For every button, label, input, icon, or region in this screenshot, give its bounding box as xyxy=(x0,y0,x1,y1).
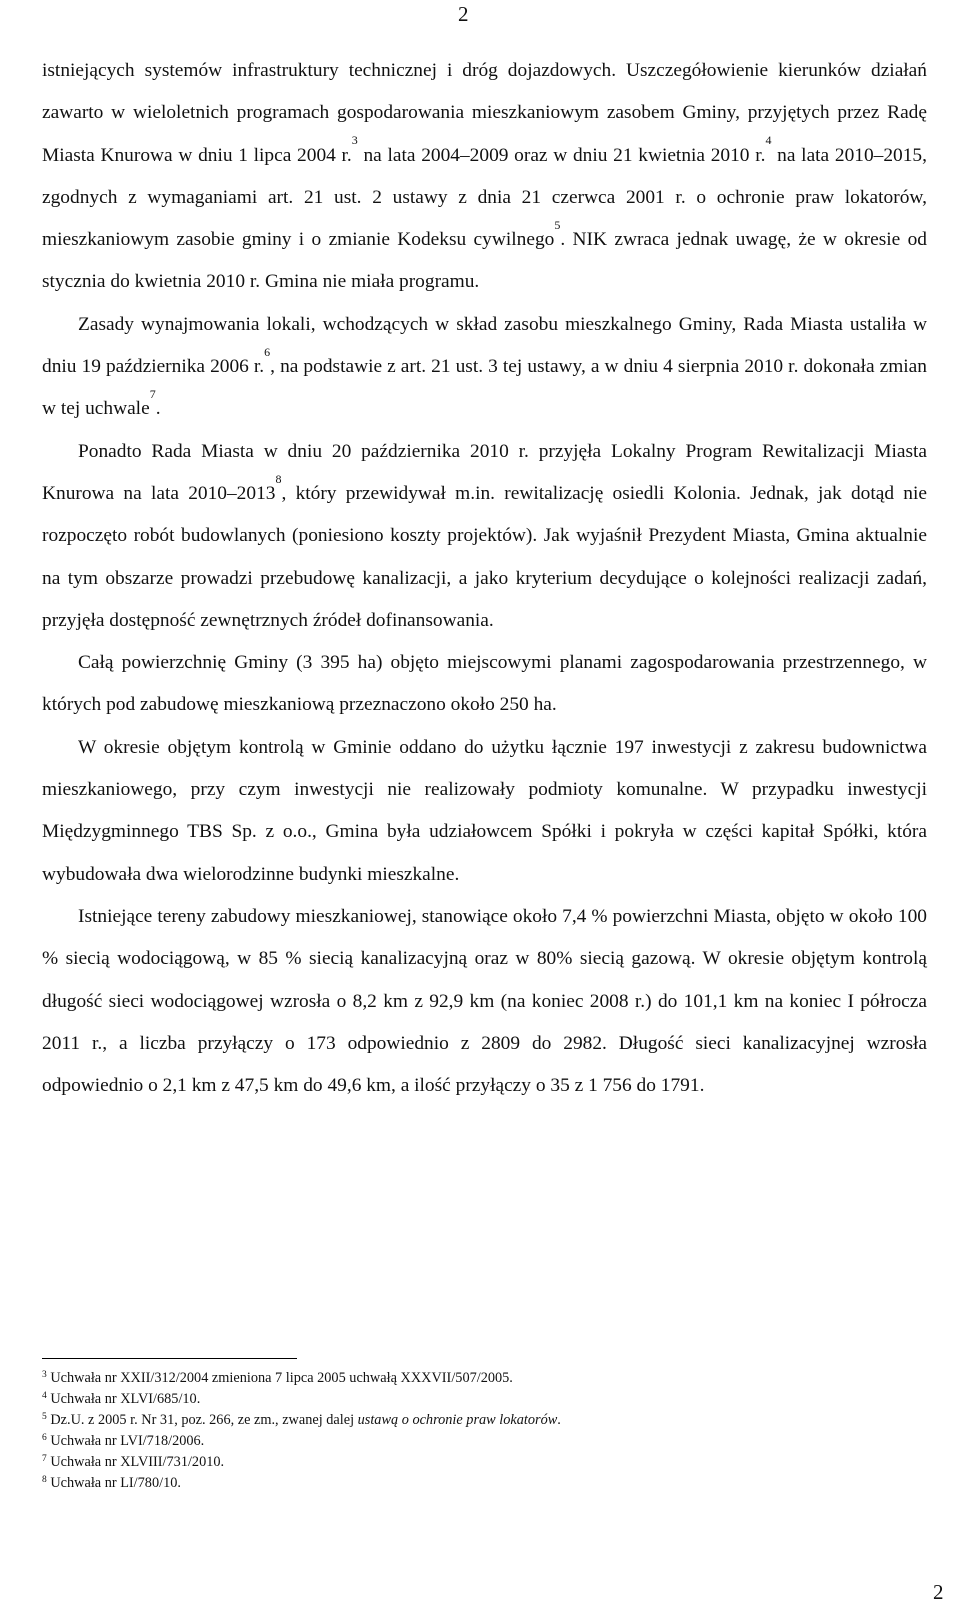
paragraph-utilities xyxy=(42,896,927,1107)
footnote-text: Uchwała nr LVI/718/2006. xyxy=(50,1433,205,1449)
body-text xyxy=(42,50,927,1107)
footnote-text: Dz.U. z 2005 r. Nr 31, poz. 266, ze zm., zwanej dalej xyxy=(50,1412,358,1428)
text-segment: . xyxy=(155,398,161,420)
text-segment: Ponadto Rada Miasta w dniu 20 października 2010 r. przyjęła Lokalny Program Rewitalizacji Miasta Knurowa na lata 2010–2013 xyxy=(42,440,927,504)
paragraph-revitalization xyxy=(42,431,927,642)
paragraph-programs xyxy=(42,50,927,304)
footnote-divider xyxy=(42,1358,297,1359)
footnote-number: 6 xyxy=(42,1433,47,1443)
footnote-text-end: . xyxy=(557,1412,561,1428)
paragraph-rental-rules xyxy=(42,304,927,431)
footnote-ref-3: 3 xyxy=(351,133,358,148)
text-segment: Istniejące tereny zabudowy mieszkaniowej, stanowiące około 7,4 % powierzchni Miasta, objęto w około 100 % siecią wodociągową, w 85 % siecią kanalizacyjną oraz w 80% siecią gazową. W okresie objętym kontrolą długość sieci wodociągowej wzrosła o 8,2 km z 92,9 km (na koniec 2008 r.) do 101,1 km na koniec I półrocza 2011 r., a liczba przyłączy o 173 odpowiednio z 2809 do 2982. Długość sieci kanalizacyjnej wzrosła odpowiednio o 2,1 km z 47,5 km do 49,6 km, a ilość przyłączy o 35 z 1 756 do 1791. xyxy=(42,905,927,1097)
footnote-8 xyxy=(42,1473,927,1494)
footnote-ref-7: 7 xyxy=(149,386,156,401)
footnote-text: Uchwała nr XLVIII/731/2010. xyxy=(50,1454,225,1470)
footnote-5 xyxy=(42,1410,927,1431)
footnote-ref-5: 5 xyxy=(554,217,561,232)
paragraph-investments xyxy=(42,727,927,896)
footnote-ref-4: 4 xyxy=(765,133,772,148)
text-segment: . NIK zwraca jednak uwagę, że w okresie od stycznia do kwietnia 2010 r. Gmina nie miała programu. xyxy=(42,229,927,293)
text-segment: Całą powierzchnię Gminy (3 395 ha) objęto miejscowymi planami zagospodarowania przestrzennego, w których pod zabudowę mieszkaniową przeznaczono około 250 ha. xyxy=(42,652,927,716)
footnote-text: Uchwała nr XXII/312/2004 zmieniona 7 lipca 2005 uchwałą XXXVII/507/2005. xyxy=(50,1370,513,1386)
page-number-bottom: 2 xyxy=(933,1580,944,1604)
footnote-number: 8 xyxy=(42,1475,47,1485)
footnote-4 xyxy=(42,1389,927,1410)
text-segment: istniejących systemów infrastruktury technicznej i dróg dojazdowych. Uszczegółowienie kierunków działań zawarto w wieloletnich programach gospodarowania mieszkaniowym zasobem Gminy, przyjętych przez Radę Miasta Knurowa w dniu 1 lipca 2004 r. xyxy=(42,60,927,166)
footnote-6 xyxy=(42,1431,927,1452)
footnote-ref-6: 6 xyxy=(264,344,271,359)
footnote-text: Uchwała nr XLVI/685/10. xyxy=(50,1391,201,1407)
footnote-number: 7 xyxy=(42,1454,47,1464)
footnote-ref-8: 8 xyxy=(275,471,282,486)
footnote-3 xyxy=(42,1368,927,1389)
text-segment: W okresie objętym kontrolą w Gminie oddano do użytku łącznie 197 inwestycji z zakresu budownictwa mieszkaniowego, przy czym inwestycji nie realizowały podmioty komunalne. W przypadku inwestycji Międzygminnego TBS Sp. z o.o., Gmina była udziałowcem Spółki i pokryła w części kapitał Spółki, która wybudowała dwa wielorodzinne budynki mieszkalne. xyxy=(42,736,927,885)
footnote-text: Uchwała nr LI/780/10. xyxy=(50,1475,181,1491)
text-segment: na lata 2004–2009 oraz w dniu 21 kwietnia 2010 r. xyxy=(357,144,766,166)
text-segment: , który przewidywał m.in. rewitalizację osiedli Kolonia. Jednak, jak dotąd nie rozpoczęto robót budowlanych (poniesiono koszty projektów). Jak wyjaśnił Prezydent Miasta, Gmina aktualnie na tym obszarze prowadzi przebudowę kanalizacji, a jako kryterium decydujące o kolejności realizacji zadań, przyjęła dostępność zewnętrznych źródeł dofinansowania. xyxy=(42,482,927,631)
footnote-italic-text: ustawą o ochronie praw lokatorów xyxy=(357,1412,558,1428)
footnote-number: 4 xyxy=(42,1391,47,1401)
text-segment: Zasady wynajmowania lokali, wchodzących w skład zasobu mieszkalnego Gminy, Rada Miasta ustaliła w dniu 19 października 2006 r. xyxy=(42,313,927,378)
paragraph-zoning xyxy=(42,642,927,727)
text-segment: , na podstawie z art. 21 ust. 3 tej ustawy, a w dniu 4 sierpnia 2010 r. dokonała zmian w tej uchwale xyxy=(42,356,927,420)
page-number-top: 2 xyxy=(458,2,469,26)
footnote-number: 3 xyxy=(42,1370,47,1380)
footnote-7 xyxy=(42,1452,927,1473)
text-segment: na lata 2010–2015, zgodnych z wymaganiami art. 21 ust. 2 ustawy z dnia 21 czerwca 2001 r. o ochronie praw lokatorów, mieszkaniowym zasobie gminy i o zmianie Kodeksu cywilnego xyxy=(42,144,927,251)
footnotes xyxy=(42,1368,927,1494)
footnote-number: 5 xyxy=(42,1412,47,1422)
